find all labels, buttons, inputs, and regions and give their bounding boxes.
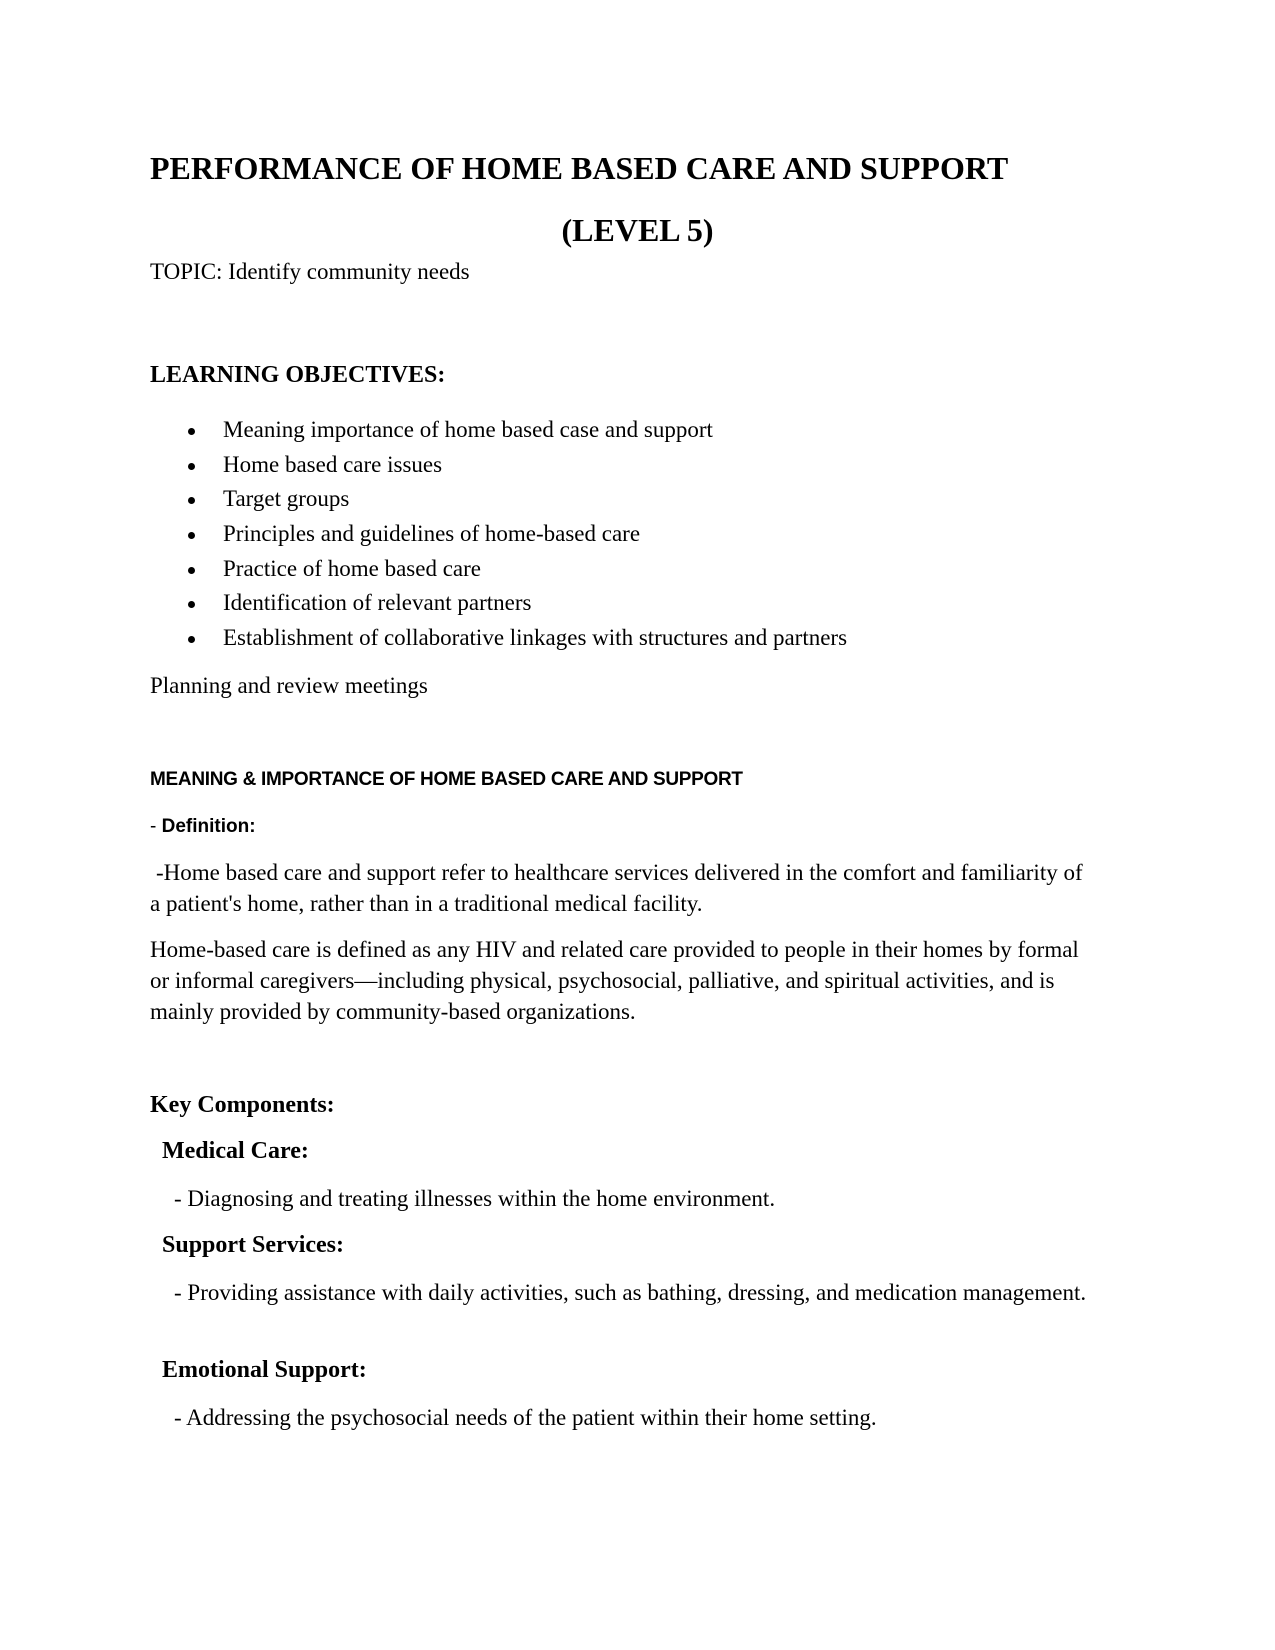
bullet-icon [188,428,195,435]
list-item [185,517,847,552]
objective-text: Practice of home based care [223,555,481,581]
list-item [185,482,847,517]
learning-objectives-heading: LEARNING OBJECTIVES: [150,362,446,388]
objective-text: Home based care issues [223,451,443,477]
topic-line: TOPIC: Identify community needs [150,259,470,284]
component-description-emotional-support: - Addressing the psychosocial needs of the patient within their home setting. [174,1405,877,1430]
learning-objectives-list [185,413,847,656]
component-title-support-services: Support Services: [162,1232,344,1258]
bullet-icon [188,636,195,643]
component-description-medical-care: - Diagnosing and treating illnesses within the home environment. [174,1186,776,1211]
document-title: PERFORMANCE OF HOME BASED CARE AND SUPPORT [150,150,1009,186]
bullet-icon [188,532,195,539]
document-subtitle-level: (LEVEL 5) [561,212,714,248]
bullet-icon [188,463,195,470]
list-item [185,586,847,621]
component-title-medical-care: Medical Care: [162,1138,309,1164]
list-item [185,621,847,656]
objective-text: Target groups [223,486,350,512]
list-item [185,413,847,448]
bullet-icon [188,567,195,574]
definition-paragraph-2: Home-based care is defined as any HIV and related care provided to people in their homes by formal or informal caregivers—including physical, psychosocial, palliative, and spiritual activities, and is mainly provided by community-based organizations. [150,937,1079,1024]
definition-label [150,815,256,839]
definition-prefix: - [150,816,162,837]
objective-text: Principles and guidelines of home-based care [223,521,641,547]
list-item [185,448,847,483]
component-title-emotional-support: Emotional Support: [162,1357,367,1383]
definition-paragraph-1: -Home based care and support refer to healthcare services delivered in the comfort and familiarity of a patient's home, rather than in a traditional medical facility. [150,860,1083,916]
objective-text: Establishment of collaborative linkages with structures and partners [223,625,848,651]
component-description-support-services: - Providing assistance with daily activities, such as bathing, dressing, and medication management. [174,1280,1087,1305]
bullet-icon [188,497,195,504]
bullet-icon [188,601,195,608]
objective-text: Meaning importance of home based case and support [223,417,713,442]
section-heading: MEANING & IMPORTANCE OF HOME BASED CARE AND SUPPORT [150,769,743,790]
list-item [185,552,847,587]
planning-line: Planning and review meetings [150,673,428,698]
key-components-heading: Key Components: [150,1092,335,1118]
objective-text: Identification of relevant partners [223,590,532,616]
definition-label-text: Definition: [161,816,256,837]
